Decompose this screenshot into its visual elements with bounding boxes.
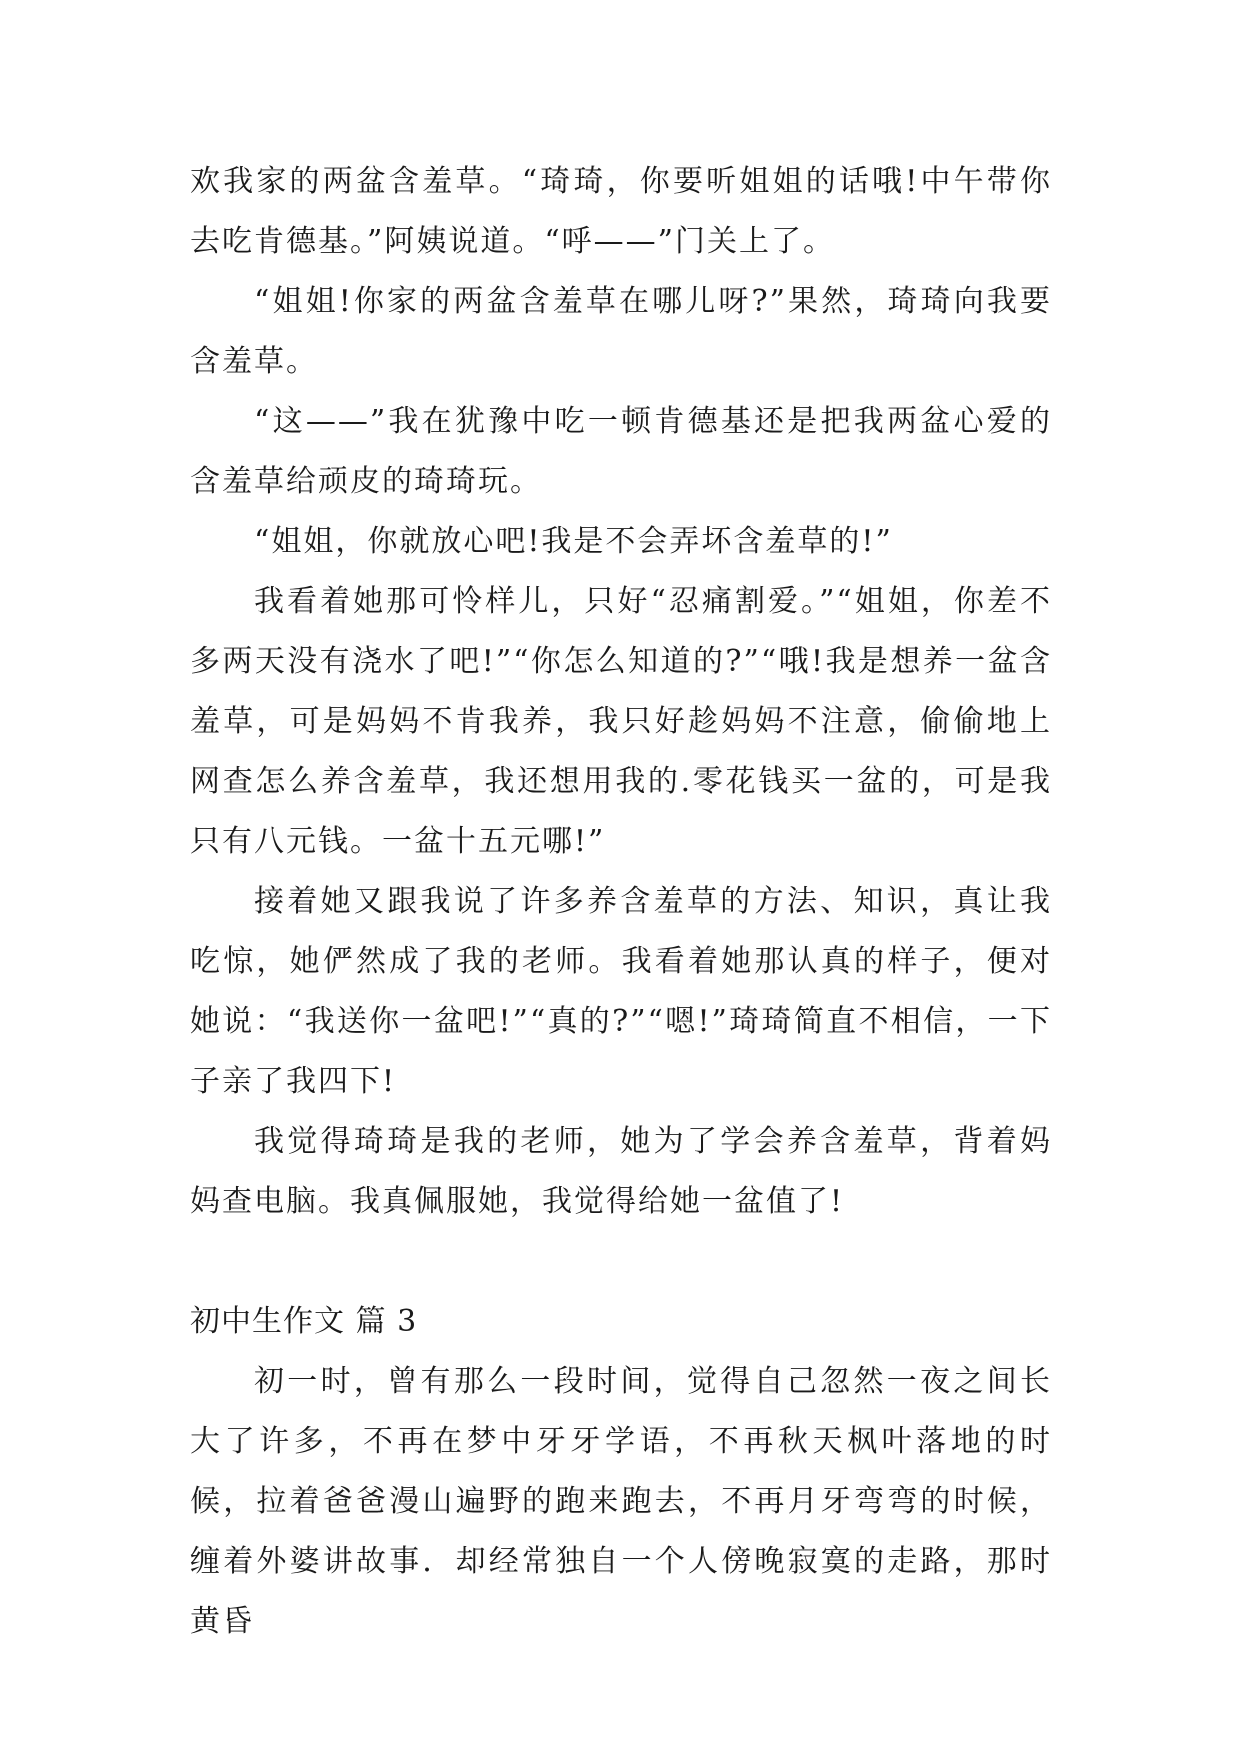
body-text <box>190 152 1052 1652</box>
section-heading: 初中生作文 篇 3 <box>190 1304 418 1339</box>
paragraph-2: “姐姐!你家的两盆含羞草在哪儿呀?”果然，琦琦向我要含羞草。 <box>190 284 1052 379</box>
paragraph-1: 欢我家的两盆含羞草。“琦琦，你要听姐姐的话哦!中午带你去吃肯德基。”阿姨说道。“呼——”门关上了。 <box>190 164 1052 259</box>
paragraph-7: 我觉得琦琦是我的老师，她为了学会养含羞草，背着妈妈查电脑。我真佩服她，我觉得给她一盆值了! <box>190 1124 1052 1219</box>
paragraph-5: 我看着她那可怜样儿，只好“忍痛割爱。”“姐姐，你差不多两天没有浇水了吧!”“你怎么知道的?”“哦!我是想养一盆含羞草，可是妈妈不肯我养，我只好趁妈妈不注意，偷偷地上网查怎么养含羞草，我还想用我的.零花钱买一盆的，可是我只有八元钱。一盆十五元哪!” <box>190 584 1052 859</box>
paragraph-6: 接着她又跟我说了许多养含羞草的方法、知识，真让我吃惊，她俨然成了我的老师。我看着她那认真的样子，便对她说：“我送你一盆吧!”“真的?”“嗯!”琦琦简直不相信，一下子亲了我四下! <box>190 884 1052 1099</box>
section-spacer <box>190 1232 1052 1292</box>
paragraph-4: “姐姐，你就放心吧!我是不会弄坏含羞草的!” <box>254 524 893 559</box>
paragraph-8: 初一时，曾有那么一段时间，觉得自己忽然一夜之间长大了许多，不再在梦中牙牙学语，不再秋天枫叶落地的时候，拉着爸爸漫山遍野的跑来跑去，不再月牙弯弯的时候，缠着外婆讲故事．却经常独自一个人傍晚寂寞的走路，那时黄昏 <box>190 1364 1052 1639</box>
paragraph-3: “这——”我在犹豫中吃一顿肯德基还是把我两盆心爱的含羞草给顽皮的琦琦玩。 <box>190 404 1052 499</box>
